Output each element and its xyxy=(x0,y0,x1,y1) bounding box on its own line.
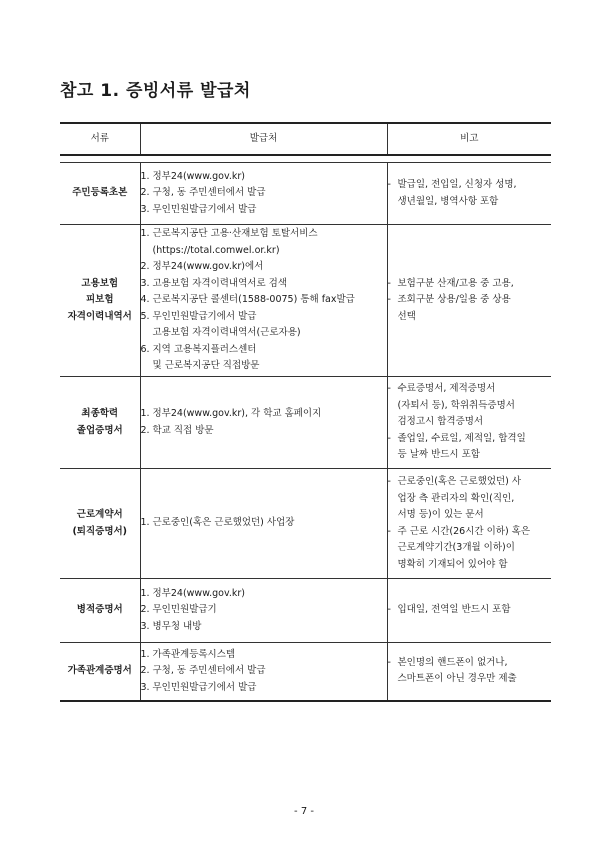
issuer-cell xyxy=(140,225,387,377)
note-item xyxy=(388,292,552,325)
issuer-item-text: 구청, 동 주민센터에서 발급 xyxy=(152,665,266,676)
note-list xyxy=(388,177,552,210)
note-item-text: 스마트폰이 아닌 경우만 제출 xyxy=(397,673,517,685)
note-item-text: 등 날짜 반드시 포함 xyxy=(397,449,480,461)
issuer-cell xyxy=(140,377,387,469)
note-cell xyxy=(387,163,551,225)
note-cell xyxy=(387,225,551,377)
issuer-item xyxy=(141,169,387,186)
note-item-text: - 근로중인(혹은 근로했었던) 사 xyxy=(397,476,522,487)
issuer-list xyxy=(141,406,387,439)
issuer-item-text: 고용보험 자격이력내역서로 검색 xyxy=(152,277,288,289)
header-gap-row xyxy=(60,155,551,163)
header-note: 비고 xyxy=(387,123,551,155)
issuer-item xyxy=(141,647,387,664)
issuer-item-number: 1. xyxy=(140,648,150,660)
issuer-item xyxy=(141,259,387,276)
issuer-item-number: 1. xyxy=(140,517,150,529)
issuer-item xyxy=(141,226,387,259)
issuer-item xyxy=(141,202,387,219)
issuer-item-number: 2. xyxy=(140,424,150,436)
note-list xyxy=(388,474,552,573)
issuer-item xyxy=(141,342,387,375)
note-item-text: 근로계약기간(3개월 이하)이 xyxy=(397,542,515,553)
doc-name-line: 고용보험 xyxy=(81,277,119,289)
note-item-text: - 보험구분 산재/고용 중 고용, xyxy=(397,277,514,289)
doc-name-line: 자격이력내역서 xyxy=(67,310,132,322)
issuer-item-number: 1. xyxy=(140,228,150,240)
issuer-item-text: 병무청 내방 xyxy=(152,620,202,632)
note-item-text: - 조회구분 상용/일용 중 상용 xyxy=(397,294,511,306)
note-item-text: 서명 등)이 있는 문서 xyxy=(397,509,484,520)
issuer-item xyxy=(141,185,387,202)
note-item-text: - 주 근로 시간(26시간 이하) 혹은 xyxy=(397,525,531,537)
doc-name-line: (퇴직증명서) xyxy=(72,525,128,537)
note-item-text: 선택 xyxy=(397,310,416,322)
issuer-item-number: 2. xyxy=(140,665,150,676)
issuer-item-text: 정부24(www.gov.kr), 각 학교 홈페이지 xyxy=(152,408,322,419)
issuer-item xyxy=(141,292,387,309)
note-item-text: (자퇴서 등), 학위취득증명서 xyxy=(397,399,515,411)
issuer-list xyxy=(141,515,387,532)
issuer-item xyxy=(141,309,387,342)
doc-name-line: 가족관계증명서 xyxy=(67,665,132,676)
issuer-item-number: 6. xyxy=(140,343,150,355)
note-item-text: - 입대일, 전역일 반드시 포함 xyxy=(397,604,511,616)
issuer-item-text: (https://total.comwel.or.kr) xyxy=(152,244,280,256)
issuer-item xyxy=(141,276,387,293)
issuer-item-number: 3. xyxy=(140,681,150,693)
table-row xyxy=(60,163,551,225)
issuer-list xyxy=(141,586,387,636)
issuer-cell xyxy=(140,469,387,579)
note-list xyxy=(388,602,552,619)
table-row xyxy=(60,377,551,469)
doc-name-line: 주민등록초본 xyxy=(72,187,128,199)
doc-name-line: 피보험 xyxy=(85,294,114,306)
note-item xyxy=(388,655,552,688)
note-item-text: 명확히 기재되어 있어야 함 xyxy=(397,558,508,570)
note-item xyxy=(388,276,552,293)
note-cell xyxy=(387,643,551,701)
table-header-row xyxy=(60,123,551,155)
table-row xyxy=(60,225,551,377)
doc-name-line: 졸업증명서 xyxy=(76,424,123,436)
note-item xyxy=(388,381,552,431)
note-list xyxy=(388,276,552,326)
page-title: 참고 1. 증빙서류 발급처 xyxy=(60,81,251,101)
issuer-item xyxy=(141,619,387,636)
header-issuer: 발급처 xyxy=(140,123,387,155)
issuer-item-text: 근로중인(혹은 근로했었던) 사업장 xyxy=(152,517,295,529)
doc-name-line: 최종학력 xyxy=(81,408,119,419)
issuer-item-text: 무인민원발급기에서 발급 xyxy=(152,203,257,215)
header-doc: 서류 xyxy=(60,123,140,155)
issuer-item-number: 2. xyxy=(140,261,150,273)
issuer-item xyxy=(141,515,387,532)
doc-name-cell xyxy=(60,163,140,225)
issuer-item-text: 무인민원발급기 xyxy=(152,604,217,616)
doc-name-cell xyxy=(60,469,140,579)
issuer-list xyxy=(141,647,387,697)
table-row xyxy=(60,579,551,643)
issuer-item-text: 학교 직접 방문 xyxy=(152,424,214,436)
issuer-item-text: 무인민원발급기에서 발급 xyxy=(152,681,257,693)
issuer-item-number: 5. xyxy=(140,310,150,322)
note-item-text: - 본인명의 핸드폰이 없거나, xyxy=(397,656,508,668)
issuer-list xyxy=(141,226,387,375)
issuer-item-number: 2. xyxy=(140,604,150,616)
issuer-item-number: 4. xyxy=(140,294,150,306)
issuer-item-text: 구청, 동 주민센터에서 발급 xyxy=(152,187,266,199)
doc-name-cell xyxy=(60,643,140,701)
issuer-item-number: 1. xyxy=(140,408,150,419)
note-cell xyxy=(387,579,551,643)
issuer-item-text: 무인민원발급기에서 발급 xyxy=(152,310,257,322)
note-item-text: - 발급일, 전입일, 신청자 성명, xyxy=(397,179,517,190)
page-number: - 7 - xyxy=(294,806,314,817)
issuer-cell xyxy=(140,643,387,701)
note-item xyxy=(388,602,552,619)
doc-name-cell xyxy=(60,377,140,469)
header-gap-cell xyxy=(60,155,551,163)
note-cell xyxy=(387,469,551,579)
issuer-item-number: 2. xyxy=(140,187,150,199)
issuer-item-text: 지역 고용복지플러스센터 xyxy=(152,343,257,355)
issuer-item-number: 1. xyxy=(140,587,150,599)
issuer-item xyxy=(141,586,387,603)
issuer-item xyxy=(141,663,387,680)
issuer-cell xyxy=(140,163,387,225)
note-item-text: 생년월일, 병역사항 포함 xyxy=(397,195,499,207)
issuer-item-text: 및 근로복지공단 직접방문 xyxy=(152,360,260,372)
issuer-item-number: 3. xyxy=(140,277,150,289)
issuer-item xyxy=(141,423,387,440)
issuer-item-text: 정부24(www.gov.kr) xyxy=(152,170,245,182)
issuer-cell xyxy=(140,579,387,643)
note-item-text: 검정고시 합격증명서 xyxy=(397,416,484,428)
issuer-item-number: 3. xyxy=(140,620,150,632)
issuer-list xyxy=(141,169,387,219)
table-row xyxy=(60,469,551,579)
issuer-item xyxy=(141,602,387,619)
issuer-item-number: 1. xyxy=(140,170,150,182)
issuer-item xyxy=(141,680,387,697)
issuer-item-text: 근로복지공단 콜센터(1588-0075) 통해 fax발급 xyxy=(152,294,355,306)
note-item xyxy=(388,524,552,574)
issuer-item-text: 가족관계등록시스템 xyxy=(152,648,236,660)
issuer-item xyxy=(141,406,387,423)
table-row xyxy=(60,643,551,701)
note-item-text: - 졸업일, 수료일, 제적일, 합격일 xyxy=(397,432,526,444)
doc-name-line: 병적증명서 xyxy=(76,604,123,616)
doc-name-line: 근로계약서 xyxy=(76,509,123,520)
document-issuer-table xyxy=(60,122,551,702)
issuer-item-text: 정부24(www.gov.kr)에서 xyxy=(152,261,264,273)
note-list xyxy=(388,381,552,464)
note-cell xyxy=(387,377,551,469)
note-list xyxy=(388,655,552,688)
note-item-text: - 수료증명서, 제적증명서 xyxy=(397,383,496,395)
issuer-item-text: 정부24(www.gov.kr) xyxy=(152,587,245,599)
note-item xyxy=(388,431,552,464)
doc-name-cell xyxy=(60,225,140,377)
note-item-text: 업장 측 관리자의 확인(직인, xyxy=(397,492,515,504)
issuer-item-text: 근로복지공단 고용·산재보험 토탈서비스 xyxy=(152,228,318,240)
issuer-item-text: 고용보험 자격이력내역서(근로자용) xyxy=(152,327,301,339)
doc-name-cell xyxy=(60,579,140,643)
note-item xyxy=(388,474,552,524)
issuer-item-number: 3. xyxy=(140,203,150,215)
note-item xyxy=(388,177,552,210)
